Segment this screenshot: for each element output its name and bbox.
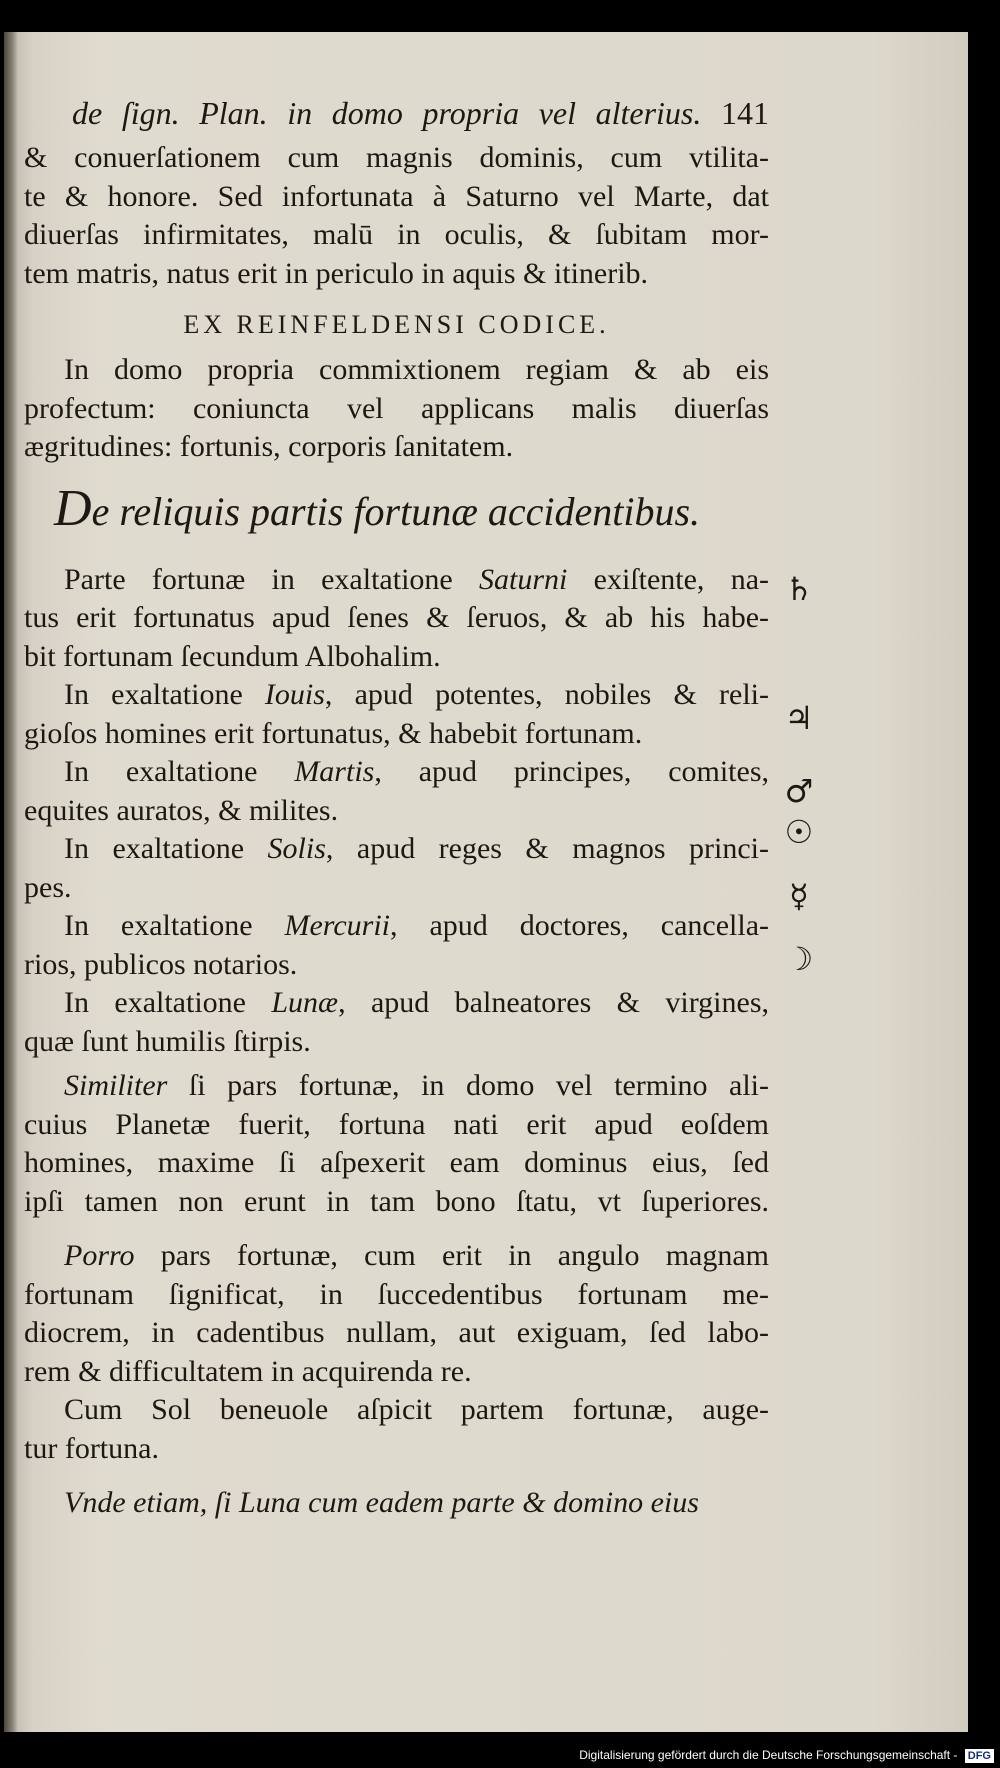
codex-paragraph	[24, 351, 769, 467]
text-line: fortunam ſignificat, in ſuccedentibus fortunam me-	[24, 1277, 769, 1311]
text-line: homines, maxime ſi aſpexerit eam dominus eius, ſed	[24, 1146, 769, 1179]
footer-text: Digitalisierung gefördert durch die Deutsche Forschungsgemeinschaft -	[579, 1748, 958, 1762]
section-title	[54, 479, 769, 539]
moon-paragraph	[24, 984, 769, 1061]
text-line: ægritudines: fortunis, corporis ſanitatem.	[24, 430, 514, 463]
line-tail: exiſtente, na-	[567, 562, 769, 596]
text-line: equites auratos, & milites.	[24, 793, 339, 827]
text-line	[24, 676, 769, 715]
line-lead: In exaltatione	[64, 986, 272, 1019]
lead-word: Similiter	[64, 1069, 168, 1102]
porro-paragraph	[24, 1237, 769, 1391]
lead-word: Porro	[64, 1239, 135, 1272]
text-line: tur fortuna.	[24, 1431, 159, 1465]
text-line: rem & difficultatem in acquirenda re.	[24, 1354, 472, 1388]
line-tail: , apud doctores, cancella-	[390, 909, 769, 942]
moon-symbol-icon: ☽	[784, 940, 814, 978]
running-header	[24, 87, 769, 139]
text-line: te & honore. Sed infortunata à Saturno vel Marte, dat	[24, 179, 769, 213]
line-tail: , apud reges & magnos princi-	[325, 832, 769, 865]
planet-name: Martis	[294, 755, 375, 788]
saturn-paragraph	[24, 561, 769, 677]
planet-name: Solis	[267, 832, 326, 865]
text-line: & conuerſationem cum magnis dominis, cum vtilita-	[24, 141, 769, 174]
top-paragraph	[24, 139, 769, 293]
text-line: cuius Planetæ fuerit, fortuna nati erit apud eoſdem	[24, 1107, 769, 1141]
line-lead: In exaltatione	[64, 755, 295, 788]
line-tail: , apud balneatores & virgines,	[338, 986, 769, 1019]
similiter-paragraph	[24, 1067, 769, 1221]
text-line: pes.	[24, 870, 72, 904]
text-line	[24, 753, 769, 792]
line-lead: In exaltatione	[64, 832, 268, 865]
book-spine-shadow	[4, 32, 18, 1732]
text-line: rios, publicos notarios.	[24, 947, 298, 981]
text-line: In domo propria commixtionem regiam & ab eis	[64, 353, 769, 386]
text-line: diuerſas infirmitates, malū in oculis, & ſubitam mor-	[24, 218, 769, 251]
text-line: ipſi tamen non erunt in tam bono ſtatu, vt ſuperiores.	[24, 1184, 769, 1218]
planet-name: Mercurii	[284, 909, 390, 942]
text-line: diocrem, in cadentibus nullam, aut exiguam, ſed labo-	[24, 1316, 769, 1349]
sol-paragraph	[24, 1391, 769, 1468]
text-line	[24, 830, 769, 869]
line-tail: , apud potentes, nobiles & reli-	[324, 678, 769, 711]
dfg-logo: DFG	[965, 1749, 994, 1763]
jupiter-symbol-icon: ♃	[784, 699, 814, 737]
text-line: tem matris, natus erit in periculo in aquis & itinerib.	[24, 256, 649, 290]
line-tail: ſi pars fortunæ, in domo vel termino ali-	[167, 1069, 769, 1102]
digitization-footer	[579, 1744, 994, 1766]
mercury-symbol-icon: ☿	[789, 877, 809, 915]
sun-symbol-icon: ☉	[784, 813, 814, 851]
catchword-line: Vnde etiam, ſi Luna cum eadem parte & domino eius	[64, 1486, 699, 1519]
text-line	[24, 1067, 769, 1106]
text-line: tus erit fortunatus apud ſenes & ſeruos, & ab his habe-	[24, 601, 769, 634]
line-tail: pars fortunæ, cum erit in angulo magnam	[134, 1239, 769, 1272]
text-line: quæ ſunt humilis ſtirpis.	[24, 1024, 311, 1058]
mars-symbol-icon: ♂	[784, 772, 814, 810]
mars-paragraph	[24, 753, 769, 830]
planet-name: Saturni	[479, 562, 568, 596]
text-line: profectum: coniuncta vel applicans malis diuerſas	[24, 391, 769, 425]
running-title: de ſign. Plan. in domo propria vel alterius.	[72, 95, 702, 131]
codex-heading: EX REINFELDENSI CODICE.	[183, 310, 610, 339]
planet-name: Iouis	[264, 678, 325, 711]
line-tail: , apud principes, comites,	[374, 755, 769, 788]
section-title-text: e reliquis partis fortunæ accidentibus.	[91, 488, 701, 534]
text-line: Cum Sol beneuole aſpicit partem fortunæ, auge-	[64, 1393, 769, 1426]
line-lead: In exaltatione	[64, 909, 285, 942]
text-block	[24, 87, 769, 1523]
text-line: gioſos homines erit fortunatus, & habebit fortunam.	[24, 716, 643, 750]
line-lead: In exaltatione	[64, 678, 265, 711]
text-line	[24, 1237, 769, 1276]
sun-paragraph	[24, 830, 769, 907]
line-lead: Parte fortunæ in exaltatione	[64, 562, 479, 596]
mercury-paragraph	[24, 907, 769, 984]
text-line	[24, 561, 769, 600]
text-line	[24, 907, 769, 946]
section-initial: D	[54, 479, 92, 537]
planet-name: Lunæ	[271, 986, 339, 1019]
page-number: 141	[721, 95, 770, 131]
text-line: bit fortunam ſecundum Albohalim.	[24, 639, 441, 673]
jupiter-paragraph	[24, 676, 769, 753]
book-page	[4, 32, 968, 1732]
text-line	[24, 984, 769, 1023]
saturn-symbol-icon: ♄	[784, 570, 814, 608]
